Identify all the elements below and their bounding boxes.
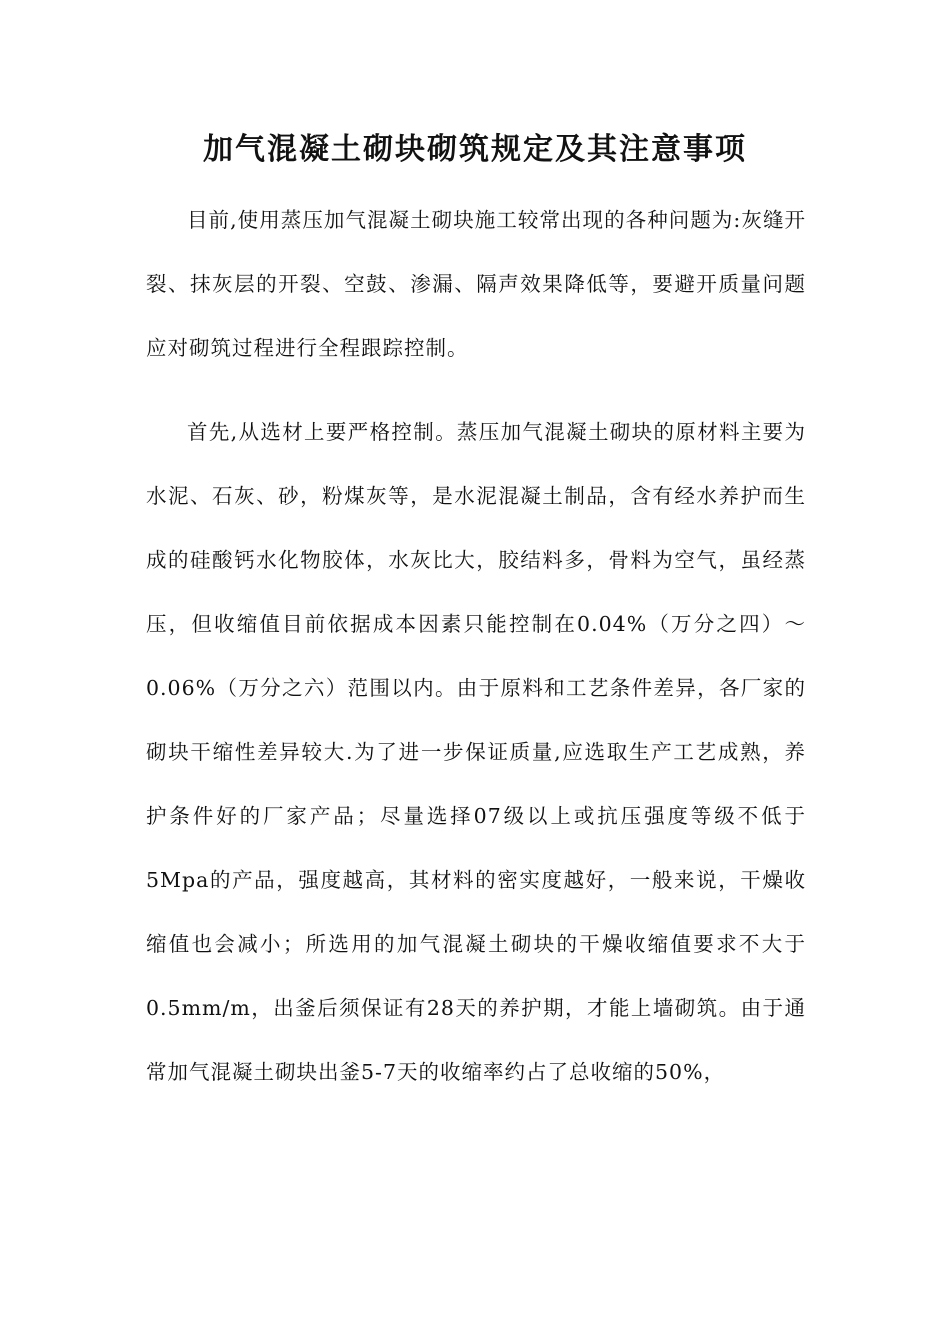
paragraph-intro: 目前,使用蒸压加气混凝土砌块施工较常出现的各种问题为:灰缝开裂、抹灰层的开裂、空鼓、渗漏、隔声效果降低等，要避开质量问题应对砌筑过程进行全程跟踪控制。 bbox=[146, 208, 806, 360]
paragraph-material-selection: 首先,从选材上要严格控制。蒸压加气混凝土砌块的原材料主要为水泥、石灰、砂，粉煤灰等，是水泥混凝土制品，含有经水养护而生成的硅酸钙水化物胶体，水灰比大，胶结料多，骨料为空气，虽经蒸压，但收缩值目前依据成本因素只能控制在0.04%（万分之四）～0.06%（万分之六）范围以内。由于原料和工艺条件差异，各厂家的砌块干缩性差异较大.为了进一步保证质量,应选取生产工艺成熟，养护条件好的厂家产品；尽量选择07级以上或抗压强度等级不低于5Mpa的产品，强度越高，其材料的密实度越好，一般来说，干燥收缩值也会减小；所选用的加气混凝土砌块的干燥收缩值要求不大于0.5mm/m，出釜后须保证有28天的养护期，才能上墙砌筑。由于通常加气混凝土砌块出釜5-7天的收缩率约占了总收缩的50%， bbox=[146, 420, 806, 1084]
document-title: 加气混凝土砌块砌筑规定及其注意事项 bbox=[203, 132, 747, 167]
